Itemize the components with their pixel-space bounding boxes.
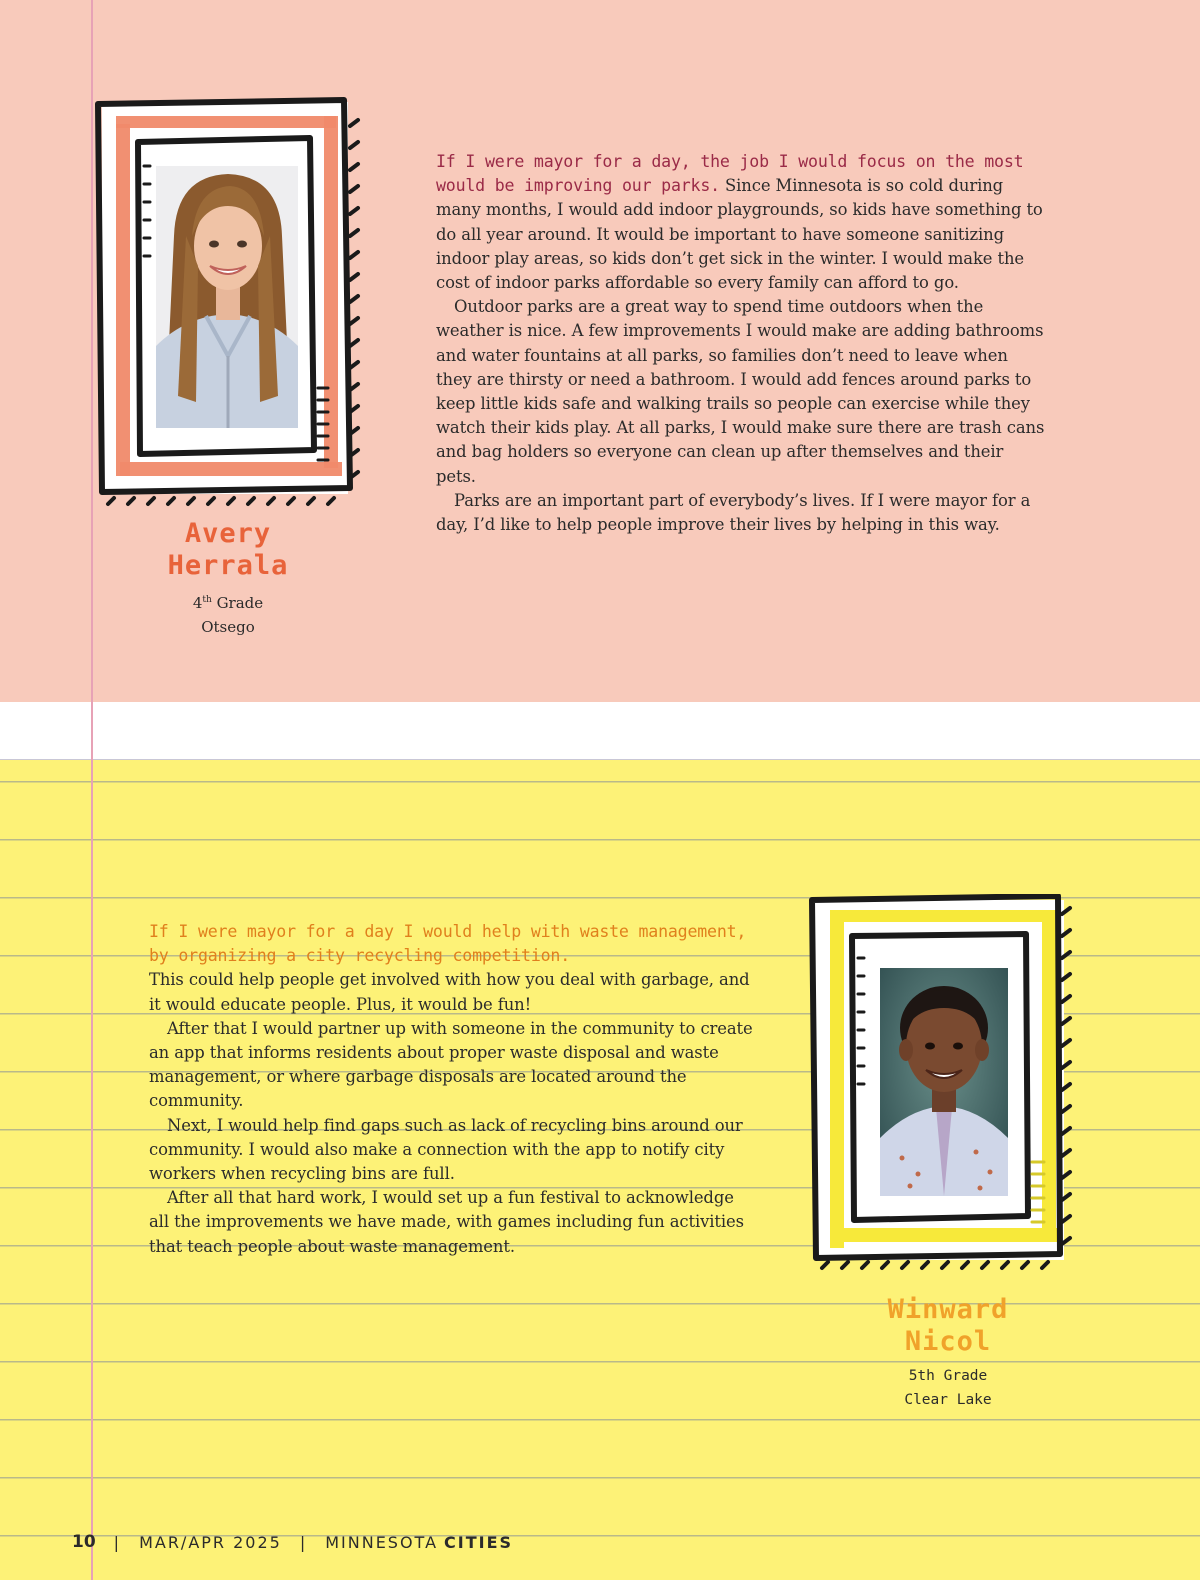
publication-name-light: MINNESOTA: [325, 1532, 439, 1552]
page-number: 10: [72, 1532, 96, 1552]
essay-lead-sentence: If I were mayor for a day I would help with waste management, by organizing a city recycling competition.: [149, 922, 747, 966]
issue-date: MAR/APR 2025: [139, 1532, 282, 1552]
footer-separator: |: [113, 1532, 122, 1552]
essay-winward: [149, 920, 753, 1259]
author-city: Clear Lake: [904, 1392, 992, 1408]
author-city: Otsego: [201, 618, 255, 636]
student-photo-winward: [880, 968, 1008, 1196]
grade-suffix: th: [202, 595, 212, 605]
author-name-winward: [830, 1294, 1066, 1358]
author-name-avery: [110, 518, 346, 582]
publication-name-bold: CITIES: [444, 1532, 514, 1552]
essay-paragraph: Parks are an important part of everybody’s lives. If I were mayor for a day, I’d like to help people improve their lives by helping in this way.: [436, 490, 1031, 535]
author-last-name: Herrala: [167, 550, 289, 581]
author-last-name: Nicol: [904, 1326, 992, 1357]
essay-paragraph: Outdoor parks are a great way to spend time outdoors when the weather is nice. A few improvements I would make are adding bathrooms and water fountains at all parks, so families don’t need to leave when they are thirsty or need a bathroom. I would add fences around parks to keep little kids safe and walking trails so people can exercise while they watch their kids play. At all parks, I would make sure there are trash cans and bag holders so everyone can clean up after themselves and their pets.: [436, 297, 1045, 486]
essay-paragraph: [436, 150, 1048, 295]
author-grade: 5th Grade: [908, 1368, 988, 1384]
grade-word: Grade: [216, 594, 264, 612]
author-first-name: Winward: [887, 1294, 1009, 1325]
grade-number: 4: [192, 594, 203, 612]
essay-paragraph: Next, I would help find gaps such as lack of recycling bins around our community. I would also make a connection with the app to notify city workers when recycling bins are full.: [149, 1115, 743, 1184]
page-footer: [72, 1532, 513, 1552]
footer-separator: |: [299, 1532, 308, 1552]
author-meta-avery: [110, 588, 346, 639]
essay-avery: [436, 150, 1048, 537]
essay-paragraph: After all that hard work, I would set up a fun festival to acknowledge all the improvements we have made, with games including fun activities that teach people about waste management.: [149, 1188, 744, 1256]
essay-paragraph: After that I would partner up with someone in the community to create an app that informs residents about proper waste disposal and waste management, or where garbage disposals are located around the community.: [149, 1018, 753, 1111]
author-grade: [110, 588, 346, 615]
author-first-name: Avery: [184, 518, 272, 549]
section-divider: [0, 702, 1200, 760]
essay-lead-sentence: If I were mayor for a day, the job I would focus on the most would be improving our parks.: [436, 152, 1024, 196]
author-meta-winward: [830, 1364, 1066, 1412]
essay-lead-paragraph: [149, 920, 753, 968]
essay-text: Since Minnesota is so cold during many months, I would add indoor playgrounds, so kids have something to do all year around. It would be important to have someone sanitizing indoor play areas, so kids don’t get sick in the winter. I would make the cost of indoor parks affordable so every family can afford to go.: [436, 176, 1043, 293]
student-photo-avery: [156, 166, 298, 428]
essay-paragraph: This could help people get involved with how you deal with garbage, and it would educate people. Plus, it would be fun!: [149, 970, 750, 1014]
